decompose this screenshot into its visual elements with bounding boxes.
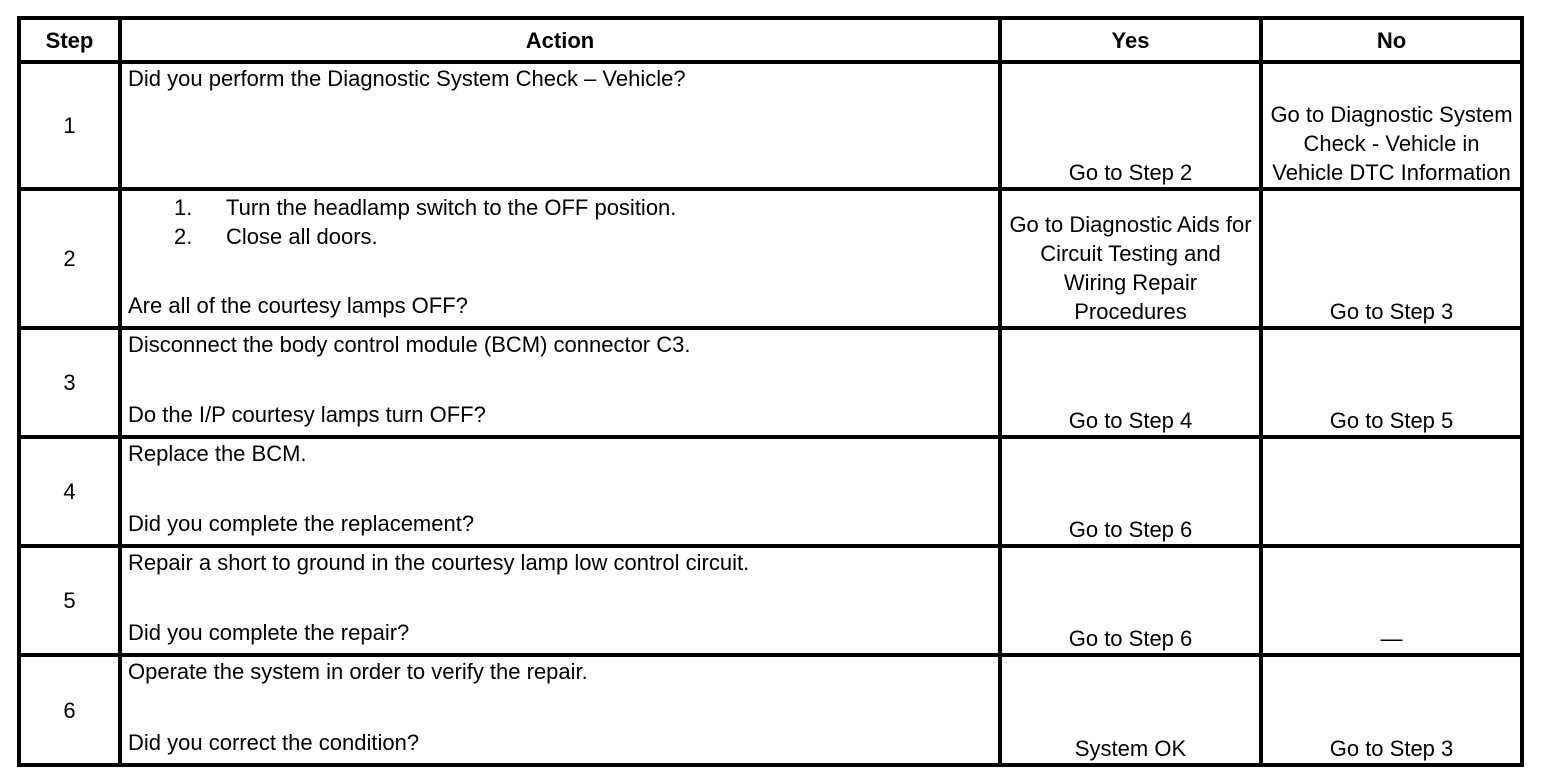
action-question: Did you complete the repair? (128, 620, 410, 645)
header-step: Step (19, 18, 120, 62)
action-question: Are all of the courtesy lamps OFF? (128, 293, 468, 318)
action-text: Disconnect the body control module (BCM) connector C3. (128, 332, 691, 357)
action-text: Replace the BCM. (128, 441, 307, 466)
yes-cell: Go to Step 6 (1000, 437, 1261, 546)
header-no: No (1261, 18, 1522, 62)
sub-step-text: Close all doors. (226, 224, 378, 249)
action-question: Did you complete the replacement? (128, 511, 475, 536)
step-number: 1 (19, 62, 120, 189)
header-action: Action (120, 18, 1000, 62)
header-yes: Yes (1000, 18, 1261, 62)
sub-step-text: Turn the headlamp switch to the OFF position. (226, 195, 677, 220)
table-row (19, 655, 1522, 765)
sub-step-number: 1. (174, 195, 193, 220)
step-number: 3 (19, 328, 120, 437)
action-question: Did you correct the condition? (128, 730, 420, 755)
no-cell: Go to Step 3 (1261, 189, 1522, 328)
action-cell (120, 546, 1000, 655)
yes-cell: Go to Step 4 (1000, 328, 1261, 437)
action-cell (120, 189, 1000, 328)
action-text: Did you perform the Diagnostic System Check – Vehicle? (128, 66, 686, 91)
action-cell (120, 437, 1000, 546)
action-cell (120, 62, 1000, 189)
diagnostic-table (17, 16, 1524, 767)
list-item (128, 222, 992, 251)
no-cell: Go to Step 5 (1261, 328, 1522, 437)
step-number: 5 (19, 546, 120, 655)
action-text: Repair a short to ground in the courtesy lamp low control circuit. (128, 550, 750, 575)
step-number: 2 (19, 189, 120, 328)
table-row (19, 62, 1522, 189)
yes-cell: System OK (1000, 655, 1261, 765)
yes-cell: Go to Step 6 (1000, 546, 1261, 655)
table-row (19, 546, 1522, 655)
list-item (128, 193, 992, 222)
action-question: Do the I/P courtesy lamps turn OFF? (128, 402, 486, 427)
no-cell: Go to Diagnostic System Check - Vehicle in Vehicle DTC Information (1261, 62, 1522, 189)
yes-cell: Go to Diagnostic Aids for Circuit Testing and Wiring Repair Procedures (1000, 189, 1261, 328)
no-cell: — (1261, 546, 1522, 655)
action-text: Operate the system in order to verify the repair. (128, 659, 588, 684)
sub-step-number: 2. (174, 224, 193, 249)
sub-steps-list (128, 193, 992, 251)
step-number: 6 (19, 655, 120, 765)
yes-cell: Go to Step 2 (1000, 62, 1261, 189)
step-number: 4 (19, 437, 120, 546)
header-row (19, 18, 1522, 62)
action-cell (120, 328, 1000, 437)
action-cell (120, 655, 1000, 765)
no-cell (1261, 437, 1522, 546)
no-cell: Go to Step 3 (1261, 655, 1522, 765)
table-row (19, 189, 1522, 328)
table-row (19, 328, 1522, 437)
table-row (19, 437, 1522, 546)
